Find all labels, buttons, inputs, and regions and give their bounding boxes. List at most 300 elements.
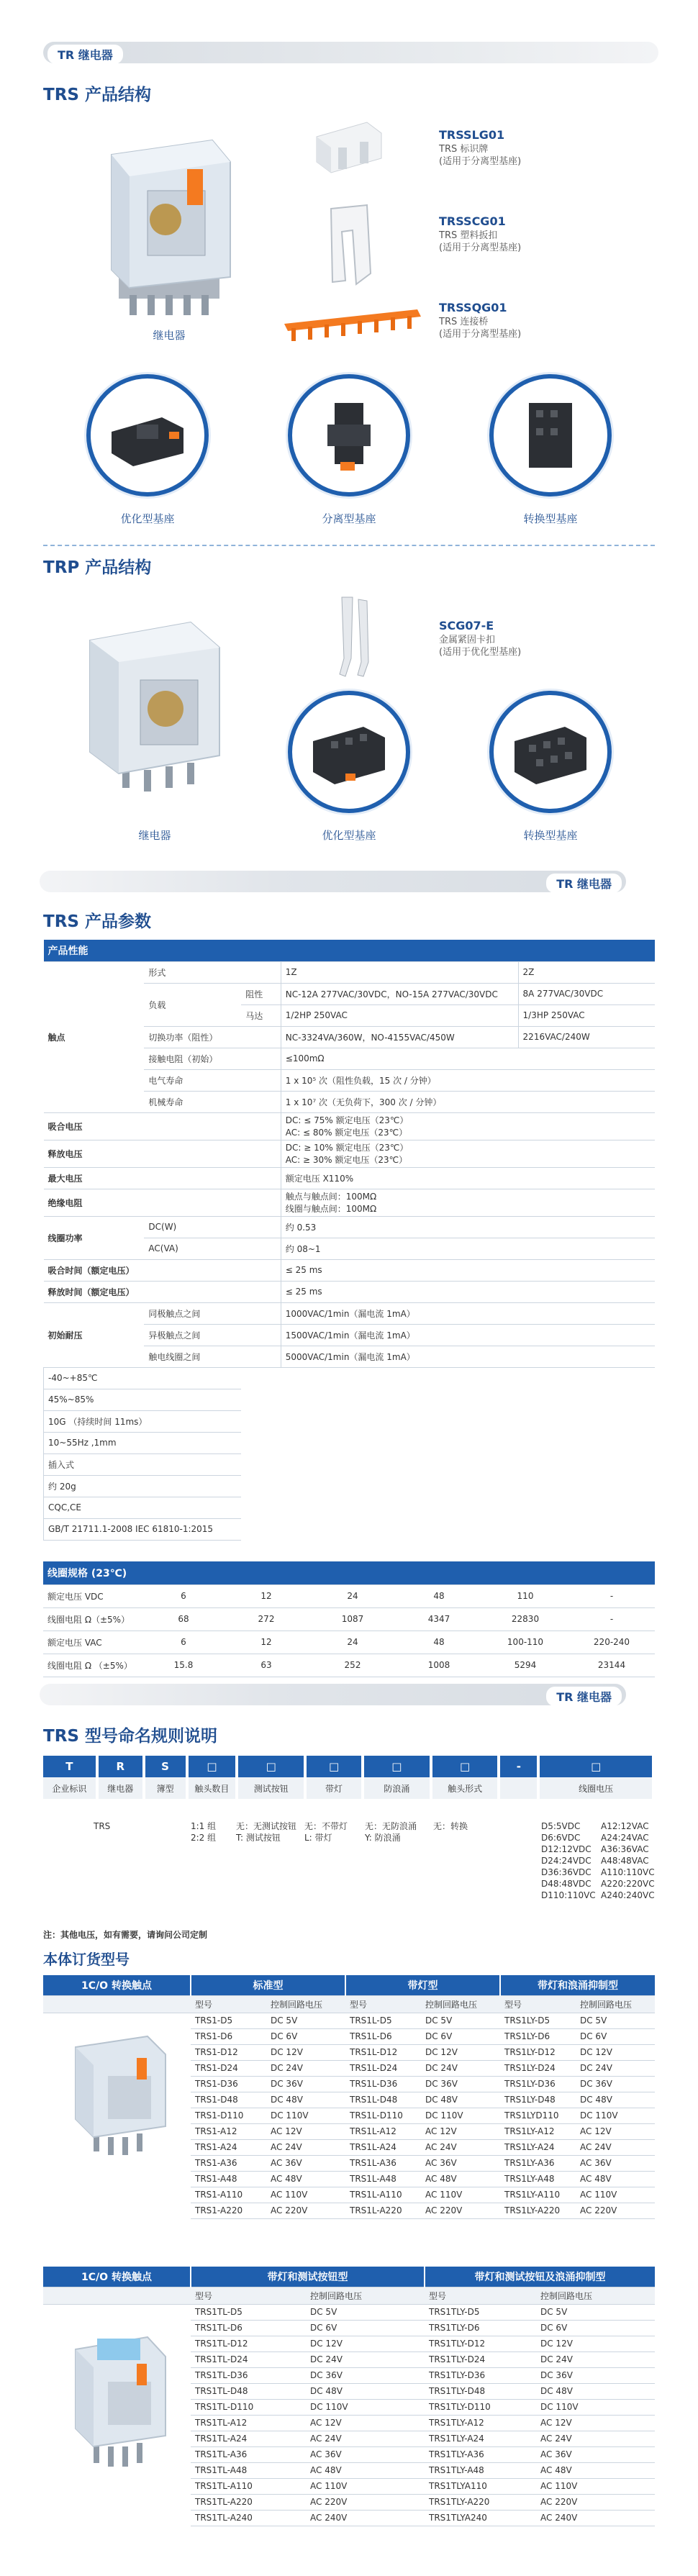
spec-group: 吸合时间（额定电压） — [44, 1259, 281, 1281]
order-voltage: DC 12V — [266, 2044, 345, 2060]
order-model: TRS1TLY-A220 — [425, 2494, 536, 2510]
order-voltage: DC 24V — [536, 2351, 655, 2367]
naming-code: T — [43, 1756, 97, 1777]
order-model: TRS1-D5 — [191, 2013, 266, 2028]
spec-value: 1Z — [281, 961, 518, 983]
order-model: TRS1-A12 — [191, 2123, 266, 2139]
order-sub-voltage: 控制回路电压 — [576, 1995, 655, 2013]
order-voltage: DC 5V — [536, 2304, 655, 2320]
part-name: TRS 塑料扳扣 — [439, 230, 498, 241]
order-voltage: DC 36V — [266, 2076, 345, 2092]
order-model: TRS1TL-A24 — [191, 2431, 306, 2446]
order-table-1 — [43, 1975, 655, 2219]
spec-table-bar: 产品性能 — [44, 940, 656, 961]
naming-code-label: 触头数目 — [187, 1777, 237, 1799]
order-group-header: 带灯型 — [345, 1975, 500, 1995]
order-group-header: 标准型 — [191, 1975, 345, 1995]
spec-item: 形式 — [144, 961, 281, 983]
conversion-base-image — [489, 374, 612, 496]
order-group-header: 带灯和浪涌抑制型 — [500, 1975, 655, 1995]
part-name: TRS 标识牌 — [439, 144, 489, 155]
coil-value: 68 — [144, 1607, 223, 1631]
naming-code: □ — [237, 1756, 305, 1777]
trs-relay-caption: 继电器 — [153, 329, 186, 342]
order-voltage: DC 12V — [536, 2336, 655, 2351]
spec-value: NC-12A 277VAC/30VDC，NO-15A 277VAC/30VDC — [281, 983, 518, 1004]
coil-value: 15.8 — [144, 1654, 223, 1677]
spec-item: 异极触点之间 — [144, 1324, 281, 1346]
part-code: TRSSLG01 — [439, 128, 505, 142]
order-table-2 — [43, 2267, 655, 2526]
separate-base-image — [288, 374, 410, 496]
order-image-cell — [43, 2203, 191, 2218]
order-sub-model: 型号 — [191, 2287, 306, 2304]
order-image-cell — [43, 2494, 191, 2510]
spec-row — [44, 1518, 656, 1540]
order-model: TRS1TLY-D48 — [425, 2383, 536, 2399]
order-sub-voltage: 控制回路电压 — [306, 2287, 425, 2304]
spec-value: NC-3324VA/360W，NO-4155VAC/450W — [281, 1026, 518, 1048]
spec-value: DC: ≥ 10% 额定电压（23℃） AC: ≥ 30% 额定电压（23℃） — [281, 1140, 655, 1167]
base-caption: 分离型基座 — [322, 512, 376, 525]
spec-item: 机械寿命 — [144, 1091, 281, 1112]
spec-value: ≤ 25 ms — [281, 1281, 655, 1302]
spec-value: 约 08~1 — [281, 1238, 655, 1259]
order-sub-voltage: 控制回路电压 — [266, 1995, 345, 2013]
order-sub-model: 型号 — [500, 1995, 576, 2013]
spec-row — [44, 1189, 656, 1216]
order-voltage: DC 48V — [421, 2092, 500, 2108]
order-sub-model: 型号 — [345, 1995, 421, 2013]
coil-value: 252 — [309, 1654, 396, 1677]
order-model: TRS1L-A110 — [345, 2187, 421, 2203]
spec-value: DC: ≤ 75% 额定电压（23℃） AC: ≤ 80% 额定电压（23℃） — [281, 1112, 655, 1140]
order-voltage: AC 24V — [576, 2139, 655, 2155]
spec-row — [44, 1367, 656, 1389]
coil-row-label: 线圈电阻 Ω（±5%） — [43, 1607, 144, 1631]
order-voltage: AC 110V — [536, 2478, 655, 2494]
order-row — [43, 2304, 655, 2320]
plastic-clip-image — [317, 201, 381, 288]
spec-item: 切换功率（阻性） — [144, 1026, 281, 1048]
order-row — [43, 2510, 655, 2526]
coil-row-label: 额定电压 VAC — [43, 1631, 144, 1654]
order-model: TRS1LY-D48 — [500, 2092, 576, 2108]
spec-subitem: 阻性 — [241, 983, 281, 1004]
spec-group: 释放电压 — [44, 1140, 281, 1167]
order-image-cell — [43, 2187, 191, 2203]
order-voltage: DC 110V — [266, 2108, 345, 2123]
order-model: TRS1TLY-A36 — [425, 2446, 536, 2462]
order-row — [43, 2171, 655, 2187]
order-voltage: DC 24V — [306, 2351, 425, 2367]
coil-table — [43, 1561, 655, 1677]
spec-value-2z: 1/3HP 250VAC — [518, 1004, 655, 1026]
order-model: TRS1LY-A48 — [500, 2171, 576, 2187]
order-voltage: AC 36V — [421, 2155, 500, 2171]
spec-row — [44, 1453, 656, 1475]
order-voltage: DC 48V — [306, 2383, 425, 2399]
order-voltage: DC 24V — [421, 2060, 500, 2076]
order-voltage: DC 110V — [576, 2108, 655, 2123]
order-voltage: AC 220V — [536, 2494, 655, 2510]
order-group-header: 带灯和测试按钮及浪涌抑制型 — [425, 2267, 655, 2287]
spec-value: ≤ 25 ms — [281, 1259, 655, 1281]
order-first-header: 1C/O 转换触点 — [43, 2267, 191, 2287]
order-voltage: AC 12V — [421, 2123, 500, 2139]
naming-test-options: 无：无测试按钮 T: 测试按钮 — [236, 1821, 297, 1843]
section-header-bar — [43, 42, 658, 63]
order-model: TRS1-A220 — [191, 2203, 266, 2218]
spec-group: 最大电压 — [44, 1167, 281, 1189]
order-voltage: AC 36V — [306, 2446, 425, 2462]
base-caption: 优化型基座 — [322, 829, 376, 842]
order-voltage: AC 220V — [576, 2203, 655, 2218]
spec-group: 释放时间（额定电压） — [44, 1281, 281, 1302]
order-model: TRS1TL-D36 — [191, 2367, 306, 2383]
order-voltage: DC 6V — [536, 2320, 655, 2336]
order-group-header: 带灯和测试按钮型 — [191, 2267, 425, 2287]
order-model: TRS1TLY-A48 — [425, 2462, 536, 2478]
spec-item: AC(VA) — [144, 1238, 281, 1259]
coil-value: 48 — [396, 1584, 482, 1607]
order-voltage: AC 36V — [536, 2446, 655, 2462]
coil-value: - — [568, 1584, 655, 1607]
order-sub-empty — [43, 1995, 191, 2013]
trs-structure-title: TRS 产品结构 — [43, 86, 151, 104]
naming-code: □ — [305, 1756, 363, 1777]
naming-code: □ — [363, 1756, 431, 1777]
order-voltage: AC 24V — [266, 2139, 345, 2155]
order-model: TRS1L-A220 — [345, 2203, 421, 2218]
spec-value-2z: 2Z — [518, 961, 655, 983]
part-name: TRS 连接桥 — [439, 317, 489, 327]
order-model: TRS1-A48 — [191, 2171, 266, 2187]
naming-code-table — [43, 1756, 655, 1799]
spec-value: 1 x 10⁵ 次（阻性负载，15 次 / 分钟） — [281, 1069, 655, 1091]
order-voltage: AC 48V — [266, 2171, 345, 2187]
section-header-bar — [40, 1684, 626, 1705]
order-row — [43, 2478, 655, 2494]
order-model: TRS1TL-D5 — [191, 2304, 306, 2320]
coil-value: 12 — [223, 1631, 309, 1654]
spec-group: 线圈功率 — [44, 1216, 145, 1259]
order-voltage: AC 24V — [306, 2431, 425, 2446]
coil-value: 24 — [309, 1631, 396, 1654]
order-voltage: DC 12V — [576, 2044, 655, 2060]
spec-row — [44, 1167, 656, 1189]
order-voltage: DC 6V — [421, 2028, 500, 2044]
base-caption: 优化型基座 — [120, 512, 175, 525]
spec-item: 电气寿命 — [144, 1069, 281, 1091]
label-plate-image — [309, 115, 389, 176]
naming-code-label: 测试按钮 — [237, 1777, 305, 1799]
order-voltage: AC 24V — [536, 2431, 655, 2446]
order-model: TRS1-D48 — [191, 2092, 266, 2108]
order-voltage: AC 110V — [421, 2187, 500, 2203]
order-model: TRS1L-D6 — [345, 2028, 421, 2044]
order-voltage: DC 5V — [576, 2013, 655, 2028]
spec-table — [43, 940, 655, 1541]
naming-code-label — [499, 1777, 538, 1799]
order-model: TRS1L-A36 — [345, 2155, 421, 2171]
order-model: TRS1-D24 — [191, 2060, 266, 2076]
spec-value: GB/T 21711.1-2008 IEC 61810-1:2015 — [44, 1518, 242, 1540]
naming-code-label: 簿型 — [144, 1777, 187, 1799]
part-code: TRSSQG01 — [439, 301, 507, 314]
coil-value: 23144 — [568, 1654, 655, 1677]
order-voltage: AC 220V — [421, 2203, 500, 2218]
order-model: TRS1TLY-D110 — [425, 2399, 536, 2415]
spec-row — [44, 1259, 656, 1281]
order-model: TRS1L-D110 — [345, 2108, 421, 2123]
trp-structure-title: TRP 产品结构 — [43, 558, 152, 577]
part-note: (适用于分离型基座) — [439, 242, 522, 253]
section-header-label: TR 继电器 — [546, 1687, 622, 1706]
order-model: TRS1-A110 — [191, 2187, 266, 2203]
spec-value: 45%~85% — [44, 1389, 242, 1410]
order-model: TRS1L-D48 — [345, 2092, 421, 2108]
spec-group: 触点 — [44, 961, 145, 1112]
order-row — [43, 2494, 655, 2510]
order-model: TRS1L-D24 — [345, 2060, 421, 2076]
order-model: TRS1L-A24 — [345, 2139, 421, 2155]
order-model: TRS1-D12 — [191, 2044, 266, 2060]
order-model: TRS1TLY-D36 — [425, 2367, 536, 2383]
spec-row — [44, 961, 656, 983]
coil-row — [43, 1631, 655, 1654]
spec-value: 额定电压 X110% — [281, 1167, 655, 1189]
order-model: TRS1L-D36 — [345, 2076, 421, 2092]
order-model: TRS1LY-A36 — [500, 2155, 576, 2171]
divider — [43, 545, 655, 546]
base-caption: 转换型基座 — [523, 829, 578, 842]
order-sub-voltage: 控制回路电压 — [536, 2287, 655, 2304]
order-model: TRS1LY-D12 — [500, 2044, 576, 2060]
coil-value: 63 — [223, 1654, 309, 1677]
order-model: TRS1TL-A12 — [191, 2415, 306, 2431]
order-model: TRS1TLY-D24 — [425, 2351, 536, 2367]
order-model: TRS1-D110 — [191, 2108, 266, 2123]
coil-value: 6 — [144, 1584, 223, 1607]
part-note: (适用于分离型基座) — [439, 156, 522, 167]
coil-row — [43, 1607, 655, 1631]
part-code: SCG07-E — [439, 619, 494, 632]
order-voltage: DC 110V — [421, 2108, 500, 2123]
spec-row — [44, 1281, 656, 1302]
order-sub-voltage: 控制回路电压 — [421, 1995, 500, 2013]
order-voltage: AC 110V — [266, 2187, 345, 2203]
spec-value: 1500VAC/1min（漏电流 1mA） — [281, 1324, 655, 1346]
order-voltage: AC 48V — [536, 2462, 655, 2478]
order-voltage: AC 36V — [576, 2155, 655, 2171]
order-model: TRS1TL-D24 — [191, 2351, 306, 2367]
coil-value: 48 — [396, 1631, 482, 1654]
spec-value: 插入式 — [44, 1453, 242, 1475]
coil-row-label: 线圈电阻 Ω （±5%） — [43, 1654, 144, 1677]
coil-row — [43, 1654, 655, 1677]
order-model: TRS1L-A12 — [345, 2123, 421, 2139]
naming-code-label: 防浪涌 — [363, 1777, 431, 1799]
naming-voltage-dc: D5:5VDC D6:6VDC D12:12VDC D24:24VDC D36:36VDC D48:48VDC D110:110VC — [541, 1821, 596, 1900]
spec-group: 吸合电压 — [44, 1112, 281, 1140]
order-voltage: DC 6V — [306, 2320, 425, 2336]
coil-value: 12 — [223, 1584, 309, 1607]
base-caption: 转换型基座 — [523, 512, 578, 525]
order-image-cell — [43, 2155, 191, 2171]
order-model: TRS1LY-A220 — [500, 2203, 576, 2218]
order-voltage: DC 5V — [306, 2304, 425, 2320]
order-voltage: DC 110V — [306, 2399, 425, 2415]
coil-value: 272 — [223, 1607, 309, 1631]
order-model: TRS1L-D5 — [345, 2013, 421, 2028]
order-voltage: DC 48V — [536, 2383, 655, 2399]
order-model: TRS1-D6 — [191, 2028, 266, 2044]
naming-code: - — [499, 1756, 538, 1777]
spec-item: 接触电阻（初始） — [144, 1048, 281, 1069]
spec-item: DC(W) — [144, 1216, 281, 1238]
test-button-relay-image — [65, 2324, 173, 2468]
order-voltage: AC 220V — [306, 2494, 425, 2510]
naming-form-options: 无：转换 — [433, 1821, 468, 1831]
order-image-cell — [43, 2510, 191, 2526]
spec-row — [44, 1432, 656, 1453]
order-model: TRS1LYD110 — [500, 2108, 576, 2123]
order-voltage: AC 110V — [576, 2187, 655, 2203]
spec-row — [44, 1112, 656, 1140]
order-row — [43, 2203, 655, 2218]
spec-value-2z: 2216VAC/240W — [518, 1026, 655, 1048]
spec-row — [44, 1475, 656, 1497]
order-voltage: DC 5V — [421, 2013, 500, 2028]
spec-value: 5000VAC/1min（漏电流 1mA） — [281, 1346, 655, 1367]
order-voltage: AC 12V — [536, 2415, 655, 2431]
order-voltage: AC 240V — [536, 2510, 655, 2526]
order-model: TRS1TLY-D5 — [425, 2304, 536, 2320]
order-title: 本体订货型号 — [43, 1951, 130, 1968]
order-row — [43, 2155, 655, 2171]
order-model: TRS1-A24 — [191, 2139, 266, 2155]
order-voltage: DC 36V — [306, 2367, 425, 2383]
coil-value: 6 — [144, 1631, 223, 1654]
coil-value: 4347 — [396, 1607, 482, 1631]
order-model: TRS1TLY-D6 — [425, 2320, 536, 2336]
order-model: TRS1TLYA240 — [425, 2510, 536, 2526]
section-header-label: TR 继电器 — [47, 45, 123, 64]
order-sub-model: 型号 — [425, 2287, 536, 2304]
naming-code-label: 触头形式 — [431, 1777, 499, 1799]
naming-code: □ — [187, 1756, 237, 1777]
order-voltage: DC 6V — [266, 2028, 345, 2044]
order-model: TRS1TL-A220 — [191, 2494, 306, 2510]
order-voltage: AC 12V — [306, 2415, 425, 2431]
spec-row — [44, 1140, 656, 1167]
order-model: TRS1LY-D5 — [500, 2013, 576, 2028]
order-voltage: DC 110V — [536, 2399, 655, 2415]
order-first-header: 1C/O 转换触点 — [43, 1975, 191, 1995]
order-model: TRS1LY-A110 — [500, 2187, 576, 2203]
order-voltage: AC 48V — [421, 2171, 500, 2187]
coil-value: 1087 — [309, 1607, 396, 1631]
spec-value: 1 x 10⁷ 次（无负荷下，300 次 / 分钟） — [281, 1091, 655, 1112]
naming-code-label: 企业标识 — [43, 1777, 97, 1799]
naming-code-label: 继电器 — [97, 1777, 144, 1799]
spec-value: 约 20g — [44, 1475, 242, 1497]
trp-relay-image — [83, 612, 227, 799]
order-model: TRS1TL-A48 — [191, 2462, 306, 2478]
order-model: TRS1LY-D6 — [500, 2028, 576, 2044]
order-voltage: DC 24V — [576, 2060, 655, 2076]
order-model: TRS1TLY-A24 — [425, 2431, 536, 2446]
order-sub-model: 型号 — [191, 1995, 266, 2013]
order-model: TRS1LY-A12 — [500, 2123, 576, 2139]
trs-relay-image — [97, 126, 241, 317]
params-title: TRS 产品参数 — [43, 912, 151, 931]
coil-value: 220-240 — [568, 1631, 655, 1654]
coil-value: 100-110 — [482, 1631, 568, 1654]
order-image-cell — [43, 2304, 191, 2320]
conversion-base-image — [489, 691, 612, 813]
naming-contacts-options: 1:1 组 2:2 组 — [191, 1821, 217, 1843]
order-voltage: DC 48V — [576, 2092, 655, 2108]
order-voltage: AC 240V — [306, 2510, 425, 2526]
part-note: (适用于优化型基座) — [439, 647, 522, 658]
section-header-label: TR 继电器 — [546, 874, 622, 893]
order-model: TRS1-D36 — [191, 2076, 266, 2092]
part-name: 金属紧固卡扣 — [439, 635, 496, 645]
spec-group: 初始耐压 — [44, 1302, 145, 1367]
coil-value: 24 — [309, 1584, 396, 1607]
order-voltage: AC 220V — [266, 2203, 345, 2218]
spec-item: 负载 — [144, 983, 241, 1026]
spec-value: ≤100mΩ — [281, 1048, 655, 1069]
standard-relay-image — [65, 2026, 173, 2155]
naming-code-label: 线圈电压 — [538, 1777, 653, 1799]
order-voltage: AC 24V — [421, 2139, 500, 2155]
order-model: TRS1-A36 — [191, 2155, 266, 2171]
order-model: TRS1LY-A24 — [500, 2139, 576, 2155]
order-model: TRS1L-D12 — [345, 2044, 421, 2060]
spec-value: 10G （持续时间 11ms） — [44, 1410, 242, 1432]
coil-value: 22830 — [482, 1607, 568, 1631]
naming-code: □ — [538, 1756, 653, 1777]
order-model: TRS1TL-D110 — [191, 2399, 306, 2415]
coil-value: 5294 — [482, 1654, 568, 1677]
optimized-base-image — [288, 691, 410, 813]
coil-row-label: 额定电压 VDC — [43, 1584, 144, 1607]
spec-row — [44, 1302, 656, 1324]
order-voltage: DC 12V — [421, 2044, 500, 2060]
order-voltage: DC 36V — [536, 2367, 655, 2383]
order-voltage: DC 12V — [306, 2336, 425, 2351]
order-model: TRS1TL-D6 — [191, 2320, 306, 2336]
coil-value: 1008 — [396, 1654, 482, 1677]
naming-brand: TRS — [94, 1821, 111, 1831]
naming-lamp-options: 无：不带灯 L: 带灯 — [304, 1821, 348, 1843]
spec-value: 约 0.53 — [281, 1216, 655, 1238]
order-voltage: AC 48V — [306, 2462, 425, 2478]
coil-value: 110 — [482, 1584, 568, 1607]
order-model: TRS1LY-D24 — [500, 2060, 576, 2076]
spec-value-2z: 8A 277VAC/30VDC — [518, 983, 655, 1004]
order-model: TRS1TL-D48 — [191, 2383, 306, 2399]
spec-row — [44, 1389, 656, 1410]
spec-row — [44, 1410, 656, 1432]
spec-value: 1/2HP 250VAC — [281, 1004, 518, 1026]
order-model: TRS1TLY-A12 — [425, 2415, 536, 2431]
naming-code: □ — [431, 1756, 499, 1777]
naming-surge-options: 无：无防浪涌 Y: 防浪涌 — [365, 1821, 417, 1843]
